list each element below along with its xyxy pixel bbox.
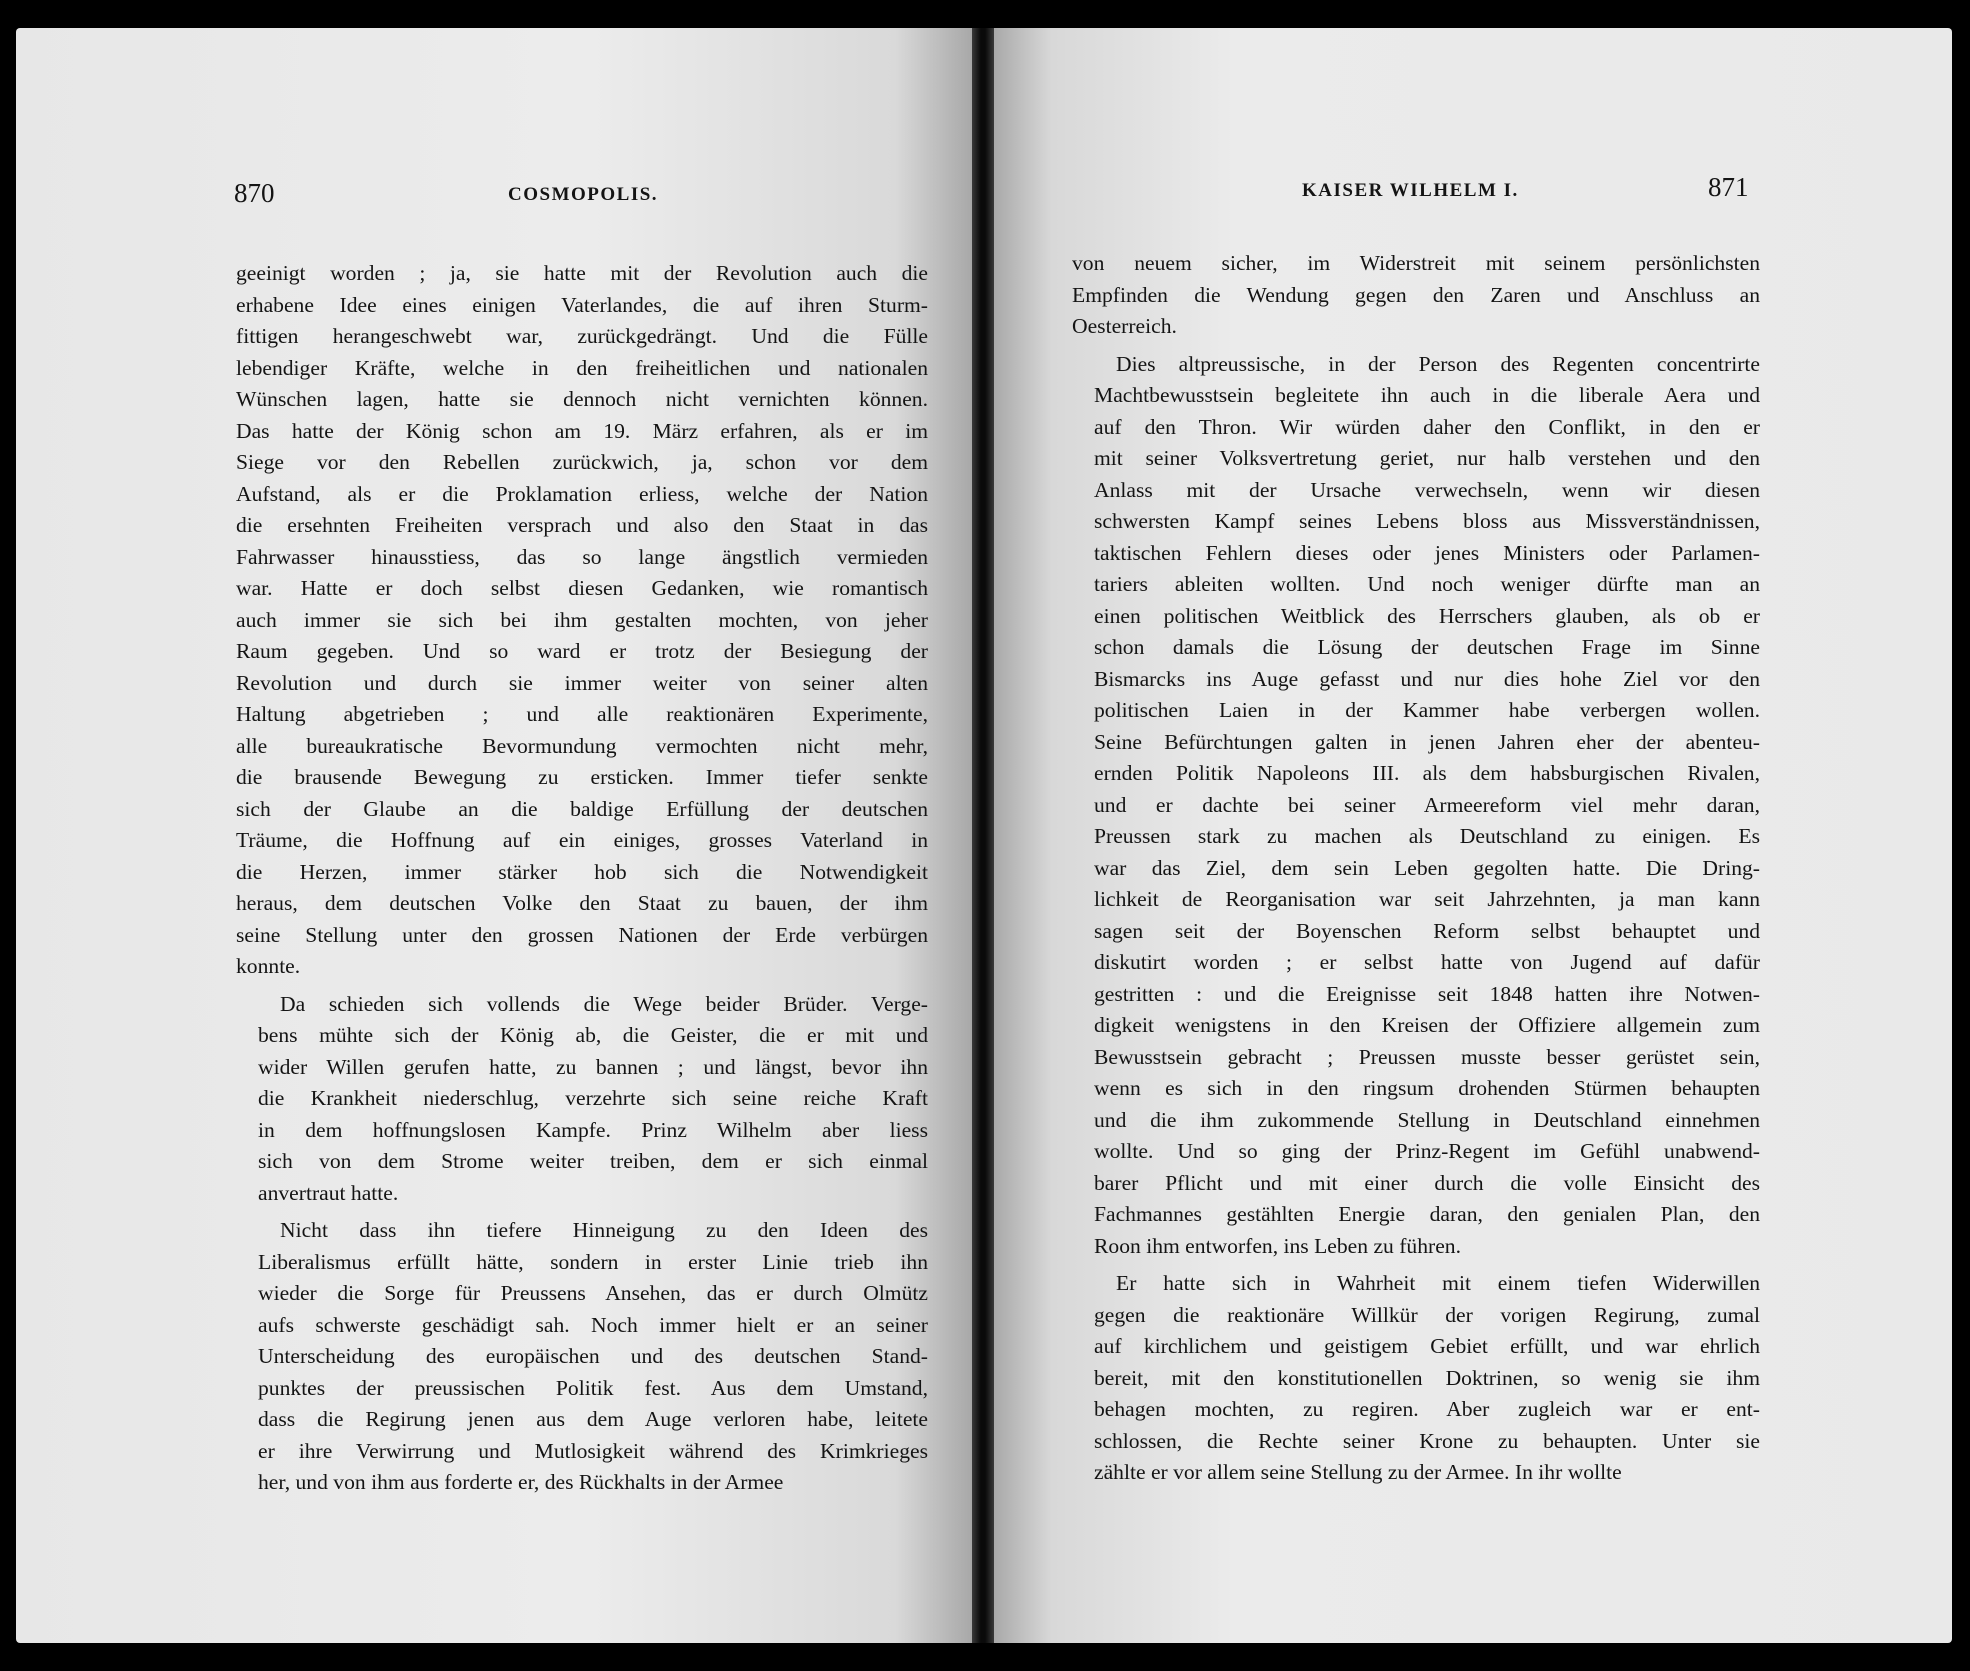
text-line: Unterscheidung des europäischen und des deutschen Stand- — [258, 1344, 928, 1368]
text-line: auf kirchlichem und geistigem Gebiet erfüllt, und war ehrlich — [1094, 1334, 1760, 1358]
text-line: Anlass mit der Ursache verwechseln, wenn wir diesen — [1094, 477, 1760, 502]
text-line: lebendiger Kräfte, welche in den freiheitlichen und nationalen — [236, 355, 928, 380]
text-line: Fahrwasser hinausstiess, das so lange ängstlich vermieden — [236, 544, 928, 569]
text-line: fittigen herangeschwebt war, zurückgedrängt. Und die Fülle — [236, 324, 928, 348]
text-line: mit seiner Volksvertretung geriet, nur halb verstehen und den — [1094, 446, 1760, 470]
text-line: Preussen stark zu machen als Deutschland zu einigen. Es — [1094, 824, 1760, 848]
text-line: Bewusstsein gebracht ; Preussen musste besser gerüstet sein, — [1094, 1044, 1760, 1069]
text-line: sagen seit der Boyenschen Reform selbst behauptet und — [1094, 918, 1760, 943]
text-line: Empfinden die Wendung gegen den Zaren und Anschluss an — [1072, 282, 1760, 307]
paragraph — [1072, 349, 1760, 1263]
left-page — [16, 28, 972, 1643]
paragraph — [236, 1215, 928, 1499]
paragraph — [236, 989, 928, 1210]
text-line: tariers ableiten wollten. Und noch weniger dürfte man an — [1094, 572, 1760, 596]
text-line: wollte. Und so ging der Prinz-Regent im Gefühl unabwend- — [1094, 1139, 1760, 1163]
text-line: diskutirt worden ; er selbst hatte von Jugend auf dafür — [1094, 950, 1760, 974]
text-line: Raum gegeben. Und so ward er trotz der Besiegung der — [236, 639, 928, 663]
text-line: Aufstand, als er die Proklamation erliess, welche der Nation — [236, 481, 928, 506]
text-line: Oesterreich. — [1072, 314, 1177, 338]
text-line: zählte er vor allem seine Stellung zu der Armee. In ihr wollte — [1094, 1460, 1622, 1484]
text-line: Roon ihm entworfen, ins Leben zu führen. — [1094, 1233, 1461, 1258]
text-line: heraus, dem deutschen Volke den Staat zu bauen, der ihm — [236, 891, 928, 915]
text-line: die Herzen, immer stärker hob sich die Notwendigkeit — [236, 859, 928, 884]
text-line: Dies altpreussische, in der Person des Regenten concentrirte — [1116, 351, 1760, 376]
text-line: Bismarcks ins Auge gefasst und nur dies hohe Ziel vor den — [1094, 666, 1760, 691]
text-line: taktischen Fehlern dieses oder jenes Ministers oder Parlamen- — [1094, 540, 1760, 565]
text-line: auch immer sie sich bei ihm gestalten mochten, von jeher — [236, 607, 928, 632]
text-line: wieder die Sorge für Preussens Ansehen, das er durch Olmütz — [258, 1281, 928, 1305]
text-line: war das Ziel, dem sein Leben gegolten hatte. Die Dring- — [1094, 855, 1760, 880]
text-line: Revolution und durch sie immer weiter von seiner alten — [236, 670, 928, 695]
text-line: bens mühte sich der König ab, die Geister, die er mit und — [258, 1023, 928, 1047]
text-line: einen politischen Weitblick des Herrschers glauben, als ob er — [1094, 603, 1760, 628]
text-line: Da schieden sich vollends die Wege beider Brüder. Verge- — [280, 991, 928, 1016]
text-line: er ihre Verwirrung und Mutlosigkeit während des Krimkrieges — [258, 1438, 928, 1463]
text-line: die brausende Bewegung zu ersticken. Immer tiefer senkte — [236, 765, 928, 789]
text-line: in dem hoffnungslosen Kampfe. Prinz Wilhelm aber liess — [258, 1117, 928, 1142]
book-gutter — [972, 28, 994, 1643]
text-line: ernden Politik Napoleons III. als dem habsburgischen Rivalen, — [1094, 761, 1760, 785]
running-title: COSMOPOLIS. — [508, 184, 659, 205]
text-line: Seine Befürchtungen galten in jenen Jahren eher der abenteu- — [1094, 729, 1760, 754]
text-line: von neuem sicher, im Widerstreit mit seinem persönlichsten — [1072, 251, 1760, 275]
text-line: sich der Glaube an die baldige Erfüllung der deutschen — [236, 796, 928, 821]
text-line: gestritten : und die Ereignisse seit 1848 hatten ihre Notwen- — [1094, 981, 1760, 1006]
text-line: auf den Thron. Wir würden daher den Conflikt, in den er — [1094, 414, 1760, 439]
text-line: her, und von ihm aus forderte er, des Rückhalts in der Armee — [258, 1470, 784, 1494]
text-line: Träume, die Hoffnung auf ein einiges, grosses Vaterland in — [236, 828, 928, 852]
text-line: behagen mochten, zu regiren. Aber zugleich war er ent- — [1094, 1397, 1760, 1421]
text-line: punktes der preussischen Politik fest. Aus dem Umstand, — [258, 1375, 928, 1400]
text-line: schlossen, die Rechte seiner Krone zu behaupten. Unter sie — [1094, 1428, 1760, 1453]
text-line: Fachmannes gestählten Energie daran, den genialen Plan, den — [1094, 1202, 1760, 1226]
paragraph — [236, 258, 928, 983]
text-line: seine Stellung unter den grossen Nationen der Erde verbürgen — [236, 922, 928, 947]
text-line: politischen Laien in der Kammer habe verbergen wollen. — [1094, 698, 1760, 722]
text-line: und die ihm zukommende Stellung in Deutschland einnehmen — [1094, 1107, 1760, 1132]
text-line: schwersten Kampf seines Lebens bloss aus Missverständnissen, — [1094, 509, 1760, 533]
text-line: erhabene Idee eines einigen Vaterlandes, die auf ihren Sturm- — [236, 292, 928, 317]
running-title: KAISER WILHELM I. — [1302, 180, 1519, 201]
text-line: Liberalismus erfüllt hätte, sondern in erster Linie trieb ihn — [258, 1249, 928, 1274]
text-line: bereit, mit den konstitutionellen Doktrinen, so wenig sie ihm — [1094, 1365, 1760, 1390]
text-line: Er hatte sich in Wahrheit mit einem tiefen Widerwillen — [1116, 1271, 1760, 1295]
text-line: sich von dem Strome weiter treiben, dem er sich einmal — [258, 1149, 928, 1173]
text-line: alle bureaukratische Bevormundung vermochten nicht mehr, — [236, 733, 928, 758]
paragraph — [1072, 1268, 1760, 1489]
text-line: wider Willen gerufen hatte, zu bannen ; und längst, bevor ihn — [258, 1054, 928, 1079]
paragraph — [1072, 248, 1760, 343]
text-line: konnte. — [236, 954, 301, 978]
text-line: gegen die reaktionäre Willkür der vorigen Regirung, zumal — [1094, 1302, 1760, 1327]
text-line: wenn es sich in den ringsum drohenden Stürmen behaupten — [1094, 1076, 1760, 1100]
body-text — [1072, 248, 1760, 1489]
text-line: und er dachte bei seiner Armeereform viel mehr daran, — [1094, 792, 1760, 817]
text-line: barer Pflicht und mit einer durch die volle Einsicht des — [1094, 1170, 1760, 1195]
text-line: lichkeit de Reorganisation war seit Jahrzehnten, ja man kann — [1094, 887, 1760, 911]
text-line: schon damals die Lösung der deutschen Frage im Sinne — [1094, 635, 1760, 659]
page-number: 870 — [234, 178, 275, 208]
page-number: 871 — [1708, 172, 1749, 202]
text-line: Haltung abgetrieben ; und alle reaktionären Experimente, — [236, 702, 928, 726]
text-line: die ersehnten Freiheiten versprach und also den Staat in das — [236, 513, 928, 537]
text-line: Nicht dass ihn tiefere Hinneigung zu den Ideen des — [280, 1218, 928, 1242]
text-line: aufs schwerste geschädigt sah. Noch immer hielt er an seiner — [258, 1312, 928, 1337]
text-line: Siege vor den Rebellen zurückwich, ja, schon vor dem — [236, 450, 928, 474]
body-text — [236, 258, 928, 1499]
text-line: Machtbewusstsein begleitete ihn auch in die liberale Aera und — [1094, 383, 1760, 407]
text-line: Das hatte der König schon am 19. März erfahren, als er im — [236, 418, 928, 443]
text-line: dass die Regirung jenen aus dem Auge verloren habe, leitete — [258, 1407, 928, 1431]
text-line: die Krankheit niederschlug, verzehrte sich seine reiche Kraft — [258, 1086, 928, 1110]
right-page — [994, 28, 1952, 1643]
text-line: digkeit wenigstens in den Kreisen der Offiziere allgemein zum — [1094, 1013, 1760, 1037]
text-line: geeinigt worden ; ja, sie hatte mit der Revolution auch die — [236, 261, 928, 285]
text-line: Wünschen lagen, hatte sie dennoch nicht vernichten können. — [236, 387, 928, 411]
text-line: war. Hatte er doch selbst diesen Gedanken, wie romantisch — [236, 576, 928, 600]
text-line: anvertraut hatte. — [258, 1180, 399, 1205]
